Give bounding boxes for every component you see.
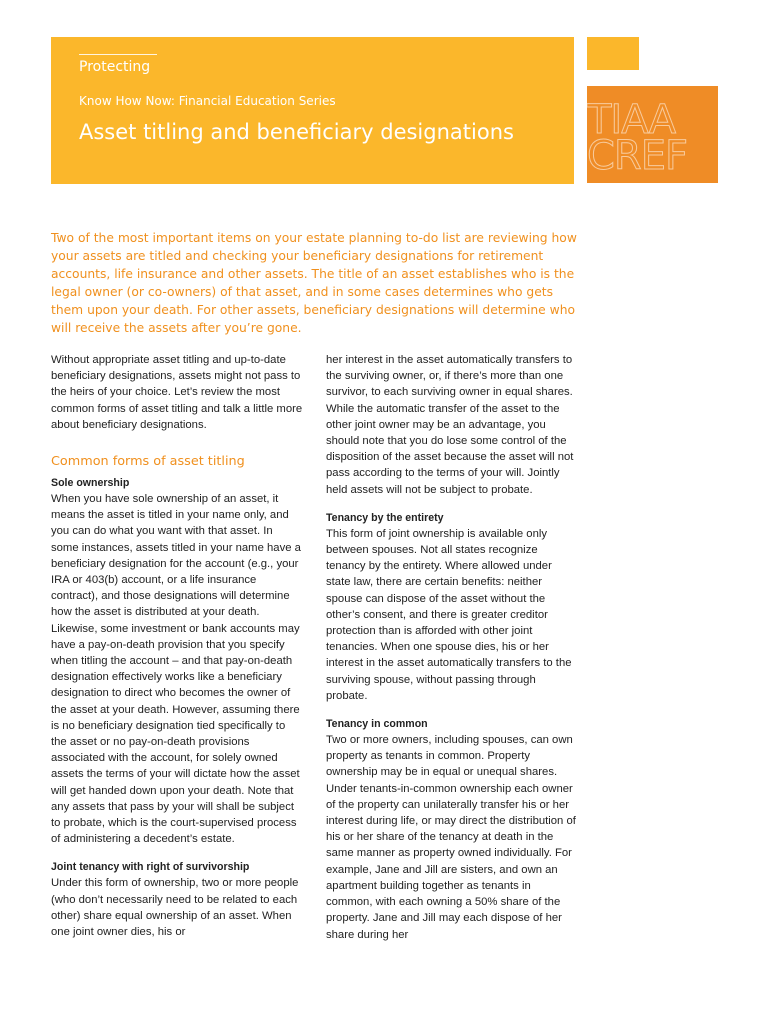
section-label: Protecting bbox=[79, 59, 151, 75]
logo-wordmark bbox=[587, 97, 718, 179]
joint-tenancy-heading: Joint tenancy with right of survivorship bbox=[51, 861, 250, 874]
intro-paragraph: Two of the most important items on your estate planning to-do list are reviewing how your assets are titled and checking your beneficiary designations for retirement accounts, life insurance and other assets. The title of an asset establishes who is the legal owner (or co-owners) of that asset, and in some cases determines who gets them upon your death. For other assets, beneficiary designations will determine who will receive the assets after you’re gone. bbox=[51, 231, 577, 336]
logo-accent-block bbox=[587, 37, 639, 70]
logo-line-2: CREF bbox=[587, 133, 688, 179]
right-column bbox=[326, 352, 578, 943]
left-column bbox=[51, 352, 303, 940]
tenancy-common-text: Two or more owners, including spouses, can own property as tenants in common. Property ownership may be in equal or unequal shares. Under tenants-in-common ownership each owner of the property can unilaterally transfer his or her interest during life, or may direct the distribution of his or her share of the tenancy at death in the same manner as property owned individually. For example, Jane and Jill are sisters, and own an apartment building together as tenants in common, with each owning a 50% share of the property. Jane and Jill may each dispose of her share during her bbox=[326, 734, 576, 941]
tenancy-entirety-heading: Tenancy by the entirety bbox=[326, 511, 444, 524]
logo-line-1: TIAA bbox=[587, 97, 676, 143]
tenancy-common-heading: Tenancy in common bbox=[326, 718, 428, 731]
section-heading: Common forms of asset titling bbox=[51, 454, 245, 470]
page-title: Asset titling and beneficiary designations bbox=[79, 120, 514, 144]
joint-tenancy-text: Under this form of ownership, two or more people (who don’t necessarily need to be related to each other) share equal ownership of an asset. When one joint owner dies, his or bbox=[51, 877, 299, 939]
sole-ownership-heading: Sole ownership bbox=[51, 477, 130, 490]
header-divider bbox=[79, 54, 157, 55]
series-label: Know How Now: Financial Education Series bbox=[79, 94, 336, 108]
logo bbox=[587, 86, 718, 183]
sole-ownership-text: When you have sole ownership of an asset, it means the asset is titled in your name only, and you can do what you want with that asset. In some instances, assets titled in your name have a beneficiary designation for the account (e.g., your IRA or 403(b) account, or a life insurance contract), and those designations will determine how the asset is distributed at your death. Likewise, some investment or bank accounts may have a pay-on-death provision that you specify when titling the account – and that pay-on-death designation effectively works like a beneficiary designation to direct who becomes the owner of the asset at your death. However, assuming there is no beneficiary designation tied specifically to the asset or no pay-on-death provisions associated with the account, for solely owned assets the terms of your will dictate how the asset will get handed down upon your death. Note that any assets that pass by your will shall be subject to probate, which is the court-supervised process of administering a decedent’s estate. bbox=[51, 493, 301, 846]
joint-tenancy-continued: her interest in the asset automatically transfers to the surviving owner, or, if there’s more than one survivor, to each surviving owner in equal shares. While the automatic transfer of the asset to the other joint owner may be an advantage, you should note that you do lose some control of the disposition of the asset because the asset will not pass according to the terms of your will. Jointly held assets will not be subject to probate. bbox=[326, 354, 574, 496]
tenancy-entirety-text: This form of joint ownership is available only between spouses. Not all states recognize tenancy by the entirety. Where allowed under state law, there are certain benefits: neither spouse can dispose of the asset without the other’s consent, and there is greater creditor protection than is afforded with other joint tenancies. When one spouse dies, his or her interest in the asset automatically transfers to the surviving spouse, without passing through probate. bbox=[326, 527, 572, 702]
opening-paragraph: Without appropriate asset titling and up-to-date beneficiary designations, assets might not pass to the heirs of your choice. Let’s review the most common forms of asset titling and talk a little more about beneficiary designations. bbox=[51, 354, 303, 431]
header-banner bbox=[51, 37, 574, 184]
